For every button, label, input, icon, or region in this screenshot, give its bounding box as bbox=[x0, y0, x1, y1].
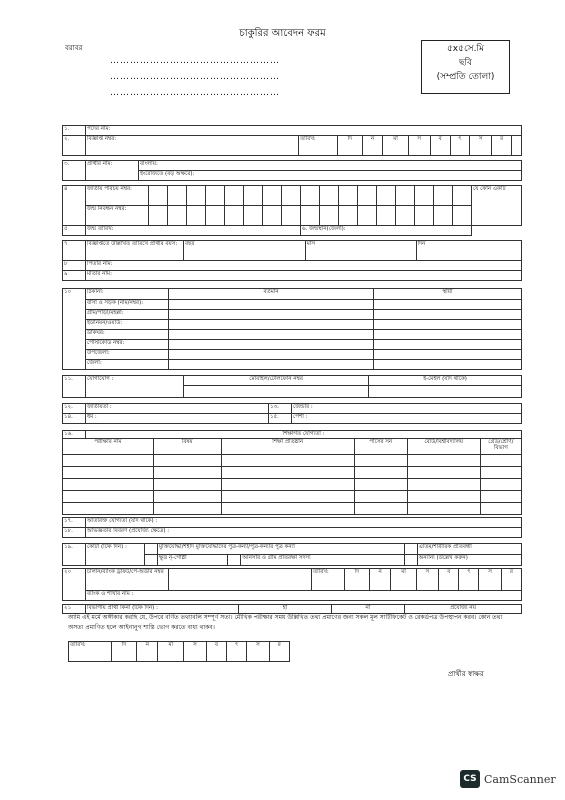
date-cell[interactable]: মা bbox=[391, 569, 417, 591]
row-no: ১৮. bbox=[63, 528, 86, 538]
row-no: ৩. bbox=[63, 161, 86, 181]
to-label: বরাবর bbox=[65, 44, 83, 52]
br-cell[interactable] bbox=[320, 206, 339, 226]
age-year[interactable]: বছর bbox=[184, 241, 306, 261]
email-input[interactable] bbox=[369, 386, 522, 398]
present-input[interactable] bbox=[169, 350, 374, 360]
nid-cell[interactable] bbox=[301, 186, 320, 206]
br-cell[interactable] bbox=[187, 206, 206, 226]
quota-table bbox=[62, 543, 522, 566]
permanent-input[interactable] bbox=[374, 360, 522, 370]
quota-ethnic: ক্ষুদ্র নৃ-গোষ্ঠী bbox=[158, 555, 228, 566]
nid-cell[interactable] bbox=[377, 186, 396, 206]
date-cell[interactable]: র bbox=[269, 642, 289, 662]
declaration-text: আমি এই মর্মে অঙ্গীকার করছি যে, উপরে বর্ণিত তথ্যাবলি সম্পূর্ণ সত্য। মৌখিক পরীক্ষার সময় উল্লিখিত তথ্য প্রমাণের জন্য সকল মূল সার্টিফিকেট ও রেকর্ডপত্র উপস্থাপন করব। কোন তথ্য অসত্য প্রমাণিত হলে আইনানুগ শাস্তি ভোগ করতে বাধ্য থাকব। bbox=[68, 614, 503, 631]
quota-ansar: আনসার ও গ্রাম প্রতিরক্ষা সদস্য bbox=[241, 555, 404, 566]
br-cell[interactable] bbox=[377, 206, 396, 226]
date-cell[interactable]: স bbox=[470, 136, 492, 156]
edu-cell[interactable] bbox=[407, 455, 480, 467]
address-table bbox=[62, 288, 522, 370]
edu-cell[interactable] bbox=[354, 491, 407, 503]
date-cell[interactable]: র bbox=[492, 136, 512, 156]
education-title: শিক্ষাগত যোগ্যতা : bbox=[86, 431, 522, 439]
edu-cell[interactable] bbox=[480, 467, 521, 479]
br-cell[interactable] bbox=[301, 206, 320, 226]
edu-cell[interactable] bbox=[153, 503, 221, 515]
edu-cell[interactable] bbox=[221, 479, 354, 491]
quota-check[interactable] bbox=[228, 555, 241, 566]
edu-cell[interactable] bbox=[153, 467, 221, 479]
religion-label[interactable]: ধর্ম : bbox=[86, 414, 269, 424]
date-cell[interactable]: স bbox=[247, 642, 269, 662]
bank-branch[interactable]: ব্যাংক ও শাখার নাম : bbox=[86, 591, 522, 601]
extra-table bbox=[62, 517, 522, 538]
departmental-label: বিভাগীয় প্রার্থী কিনা (টিক দিন) : bbox=[86, 605, 239, 614]
br-cell[interactable] bbox=[415, 206, 434, 226]
name-bangla[interactable]: বাংলায়: bbox=[139, 161, 522, 171]
edu-header-grade: গ্রেড/শ্রেণি/বিভাগ bbox=[480, 439, 521, 455]
address-field-label: বাসা ও সড়ক (নাম/নম্বর): bbox=[86, 300, 169, 310]
date-cell[interactable]: ৎ bbox=[450, 136, 470, 156]
birthplace-label[interactable]: ৬. জন্মস্থান(জেলা): bbox=[301, 226, 472, 236]
date-cell[interactable]: মা bbox=[383, 136, 408, 156]
br-cell[interactable] bbox=[358, 206, 377, 226]
edu-cell[interactable] bbox=[63, 503, 154, 515]
nid-label: জাতীয় পরিচয় নম্বর: bbox=[86, 186, 149, 206]
address-line-2: …………………………………………… bbox=[110, 72, 280, 82]
row-no: ১৫. bbox=[269, 414, 292, 424]
camscanner-name: CamScanner bbox=[484, 773, 556, 786]
row-no: ১১. bbox=[63, 376, 86, 398]
quota-orphan: এতিম/শারীরিক প্রতিবন্ধী bbox=[417, 544, 521, 555]
edu-cell[interactable] bbox=[63, 491, 154, 503]
edu-cell[interactable] bbox=[407, 491, 480, 503]
edu-cell[interactable] bbox=[153, 455, 221, 467]
row-no: ১০ bbox=[63, 289, 86, 370]
br-cell[interactable] bbox=[244, 206, 263, 226]
present-input[interactable] bbox=[169, 340, 374, 350]
br-cell[interactable] bbox=[282, 206, 301, 226]
permanent-input[interactable] bbox=[374, 350, 522, 360]
payment-table bbox=[62, 568, 522, 601]
edu-cell[interactable] bbox=[407, 467, 480, 479]
row-no: ১২. bbox=[63, 404, 86, 414]
nationality-label[interactable]: জাতীয়তা : bbox=[86, 404, 269, 414]
form-title: চাকুরির আবেদন ফরম bbox=[239, 28, 326, 39]
br-cell[interactable] bbox=[263, 206, 282, 226]
photo-label: ছবি bbox=[458, 58, 473, 68]
address-field-label: ডাকঘর: bbox=[86, 330, 169, 340]
date-label: তারিখ: bbox=[312, 569, 345, 591]
row-no: ৯ bbox=[63, 271, 86, 281]
permanent-input[interactable] bbox=[374, 320, 522, 330]
edu-cell[interactable] bbox=[63, 467, 154, 479]
challan-input[interactable] bbox=[169, 569, 312, 591]
date-cell[interactable]: ন bbox=[370, 569, 391, 591]
permanent-header: স্থায়ী bbox=[374, 289, 522, 300]
row-no: ৮ bbox=[63, 261, 86, 271]
id-table bbox=[62, 185, 522, 236]
row-no: ১৪. bbox=[63, 414, 86, 424]
profession-label[interactable]: পেশা : bbox=[292, 414, 522, 424]
nid-cell[interactable] bbox=[339, 186, 358, 206]
mobile-header: মোবাইল/টেলিফোন নম্বর bbox=[184, 376, 369, 386]
nid-cell[interactable] bbox=[396, 186, 415, 206]
edu-cell[interactable] bbox=[480, 455, 521, 467]
photo-size: ৫x৫সে.মি bbox=[446, 44, 485, 54]
present-input[interactable] bbox=[169, 360, 374, 370]
age-month[interactable]: মাস bbox=[305, 241, 416, 261]
edu-cell[interactable] bbox=[354, 467, 407, 479]
address-line-3: …………………………………………… bbox=[110, 88, 280, 98]
edu-cell[interactable] bbox=[480, 491, 521, 503]
father-label[interactable]: পিতার নাম: bbox=[86, 261, 522, 271]
edu-cell[interactable] bbox=[221, 491, 354, 503]
nid-cell[interactable] bbox=[453, 186, 472, 206]
post-table bbox=[62, 125, 522, 156]
row-no: ১. bbox=[63, 126, 86, 136]
edu-cell[interactable] bbox=[480, 503, 521, 515]
br-cell[interactable] bbox=[225, 206, 244, 226]
nid-cell[interactable] bbox=[206, 186, 225, 206]
photo-box bbox=[421, 40, 510, 94]
edu-cell[interactable] bbox=[221, 455, 354, 467]
row-no: ২১ bbox=[63, 605, 86, 614]
address-line-1: …………………………………………… bbox=[110, 56, 280, 66]
edu-cell[interactable] bbox=[153, 479, 221, 491]
quota-check[interactable] bbox=[145, 555, 158, 566]
edu-cell[interactable] bbox=[407, 503, 480, 515]
extra-qualification[interactable]: অতিরিক্ত যোগ্যতা (যদি থাকে) : bbox=[86, 518, 522, 528]
address-label: ঠিকানা: bbox=[86, 289, 169, 300]
address-field-label: উপজেলা: bbox=[86, 350, 169, 360]
br-cell[interactable] bbox=[396, 206, 415, 226]
date-cell[interactable]: ব bbox=[206, 642, 226, 662]
post-label[interactable]: পদের নাম: bbox=[86, 126, 522, 136]
date-cell[interactable]: ব bbox=[430, 136, 450, 156]
permanent-input[interactable] bbox=[374, 340, 522, 350]
present-input[interactable] bbox=[169, 330, 374, 340]
row-no: ১৩. bbox=[269, 404, 292, 414]
date-cell[interactable]: দি bbox=[345, 569, 370, 591]
br-cell[interactable] bbox=[149, 206, 168, 226]
name-label: প্রার্থীর নাম: bbox=[86, 161, 139, 181]
ad-label[interactable]: বিজ্ঞপ্তি নম্বর: bbox=[86, 136, 299, 156]
br-cell[interactable] bbox=[453, 206, 472, 226]
quota-check[interactable] bbox=[145, 544, 158, 555]
nid-cell[interactable] bbox=[263, 186, 282, 206]
nid-cell[interactable] bbox=[244, 186, 263, 206]
age-table bbox=[62, 240, 522, 281]
date-cell[interactable]: দি bbox=[338, 136, 363, 156]
nid-cell[interactable] bbox=[282, 186, 301, 206]
present-input[interactable] bbox=[169, 320, 374, 330]
edu-cell[interactable] bbox=[354, 455, 407, 467]
row-no: ১৬. bbox=[63, 431, 86, 439]
date-cell[interactable]: ব bbox=[439, 569, 459, 591]
edu-cell[interactable] bbox=[153, 491, 221, 503]
br-cell[interactable] bbox=[206, 206, 225, 226]
name-table bbox=[62, 160, 522, 181]
date-cell[interactable]: স bbox=[408, 136, 430, 156]
edu-header-subject: বিষয় bbox=[153, 439, 221, 455]
edu-cell[interactable] bbox=[63, 479, 154, 491]
nid-cell[interactable] bbox=[434, 186, 453, 206]
quota-check[interactable] bbox=[404, 544, 417, 555]
mobile-input[interactable] bbox=[184, 386, 369, 398]
edu-cell[interactable] bbox=[407, 479, 480, 491]
present-input[interactable] bbox=[169, 300, 374, 310]
date-cell[interactable]: ন bbox=[362, 136, 383, 156]
date-cell[interactable]: স bbox=[184, 642, 206, 662]
edu-cell[interactable] bbox=[480, 479, 521, 491]
edu-cell[interactable] bbox=[63, 455, 154, 467]
nid-cell[interactable] bbox=[225, 186, 244, 206]
challan-label: চালান/ব্যাংক ড্রাফট/পে-অর্ডার নম্বর bbox=[86, 569, 169, 591]
row-no: ৭ bbox=[63, 241, 86, 261]
br-cell[interactable] bbox=[339, 206, 358, 226]
br-cell[interactable] bbox=[434, 206, 453, 226]
date-cell[interactable]: ৎ bbox=[227, 642, 247, 662]
edu-cell[interactable] bbox=[354, 503, 407, 515]
edu-header-year: পাসের সন bbox=[354, 439, 407, 455]
blank-cell bbox=[512, 136, 522, 156]
nid-cell[interactable] bbox=[320, 186, 339, 206]
row-no: ১৯. bbox=[63, 544, 86, 566]
permanent-input[interactable] bbox=[374, 300, 522, 310]
contact-label: যোগাযোগ : bbox=[86, 376, 184, 398]
age-day[interactable]: দিন bbox=[416, 241, 521, 261]
birthreg-label: জন্ম নিবন্ধন নম্বর: bbox=[86, 206, 149, 226]
row-no: ৪ bbox=[63, 186, 86, 226]
edu-header-institute: শিক্ষা প্রতিষ্ঠান bbox=[221, 439, 354, 455]
present-header: বর্তমান bbox=[169, 289, 374, 300]
row-no: ১৭. bbox=[63, 518, 86, 528]
quota-label: কোটা (টিক দিন) : bbox=[86, 544, 145, 566]
date-cell[interactable]: ৎ bbox=[459, 569, 479, 591]
option-na[interactable]: প্রযোজ্য নয় bbox=[405, 605, 522, 614]
signature-label: প্রার্থীর স্বাক্ষর bbox=[448, 670, 484, 678]
edu-header-board: বোর্ড/বিশ্ববিদ্যালয় bbox=[407, 439, 480, 455]
date-cell[interactable]: মা bbox=[158, 642, 184, 662]
address-field-label: ইউনিয়ন/ওয়ার্ড: bbox=[86, 320, 169, 330]
quota-freedom-fighter: মুক্তিযোদ্ধা/শহীদ মুক্তিযোদ্ধাদের পুত্র-কন্যা/পুত্র-কন্যার পুত্র কন্যা bbox=[158, 544, 405, 555]
gender-label[interactable]: জেন্ডার : bbox=[292, 404, 522, 414]
education-table bbox=[62, 430, 522, 515]
date-cell[interactable]: র bbox=[501, 569, 521, 591]
nid-cell[interactable] bbox=[358, 186, 377, 206]
date-label: তারিখ: bbox=[299, 136, 338, 156]
option-yes[interactable]: হাঁ bbox=[239, 605, 332, 614]
edu-header-exam: পরীক্ষার নাম bbox=[63, 439, 154, 455]
nid-cell[interactable] bbox=[187, 186, 206, 206]
quota-check[interactable] bbox=[404, 555, 417, 566]
quota-other: অন্যান্য (উল্লেখ করুন) bbox=[417, 555, 521, 566]
date-cell[interactable]: দি bbox=[112, 642, 137, 662]
present-input[interactable] bbox=[169, 310, 374, 320]
either-one-note: যে কোন একটি bbox=[472, 186, 522, 226]
br-cell[interactable] bbox=[168, 206, 187, 226]
date-cell[interactable]: স bbox=[479, 569, 501, 591]
option-no[interactable]: না bbox=[332, 605, 405, 614]
name-english[interactable]: ইংরেজিতে (বড় অক্ষরে): bbox=[139, 171, 522, 181]
edu-cell[interactable] bbox=[221, 503, 354, 515]
permanent-input[interactable] bbox=[374, 330, 522, 340]
address-field-label: জেলা: bbox=[86, 360, 169, 370]
nid-cell[interactable] bbox=[149, 186, 168, 206]
email-header: ই-মেইল (যদি থাকে) bbox=[369, 376, 522, 386]
footer-date-table bbox=[68, 641, 290, 662]
mother-label[interactable]: মাতার নাম: bbox=[86, 271, 522, 281]
permanent-input[interactable] bbox=[374, 310, 522, 320]
row-no: ২. bbox=[63, 136, 86, 156]
edu-cell[interactable] bbox=[354, 479, 407, 491]
photo-note: (সম্প্রতি তোলা) bbox=[436, 72, 495, 82]
edu-cell[interactable] bbox=[221, 467, 354, 479]
experience[interactable]: অভিজ্ঞতার বিবরণ (প্রযোজ্য ক্ষেত্রে) : bbox=[86, 528, 522, 538]
dob-label[interactable]: জন্ম তারিখ: bbox=[86, 226, 301, 236]
nationality-table bbox=[62, 403, 522, 424]
contact-table bbox=[62, 375, 522, 398]
date-cell[interactable]: ন bbox=[137, 642, 158, 662]
camscanner-logo: CS bbox=[460, 770, 480, 788]
row-no: ৫ bbox=[63, 226, 86, 236]
address-field-label: পোস্টকোড নম্বর: bbox=[86, 340, 169, 350]
age-label: বিজ্ঞপ্তিতে উল্লিখিত তারিখে প্রার্থীর বয়স: bbox=[86, 241, 184, 261]
row-no: ২০ bbox=[63, 569, 86, 601]
nid-cell[interactable] bbox=[415, 186, 434, 206]
date-cell[interactable]: স bbox=[416, 569, 438, 591]
address-field-label: গ্রাম/পাড়া/মহল্লা: bbox=[86, 310, 169, 320]
footer-date-label: তারিখ: bbox=[69, 642, 112, 662]
nid-cell[interactable] bbox=[168, 186, 187, 206]
